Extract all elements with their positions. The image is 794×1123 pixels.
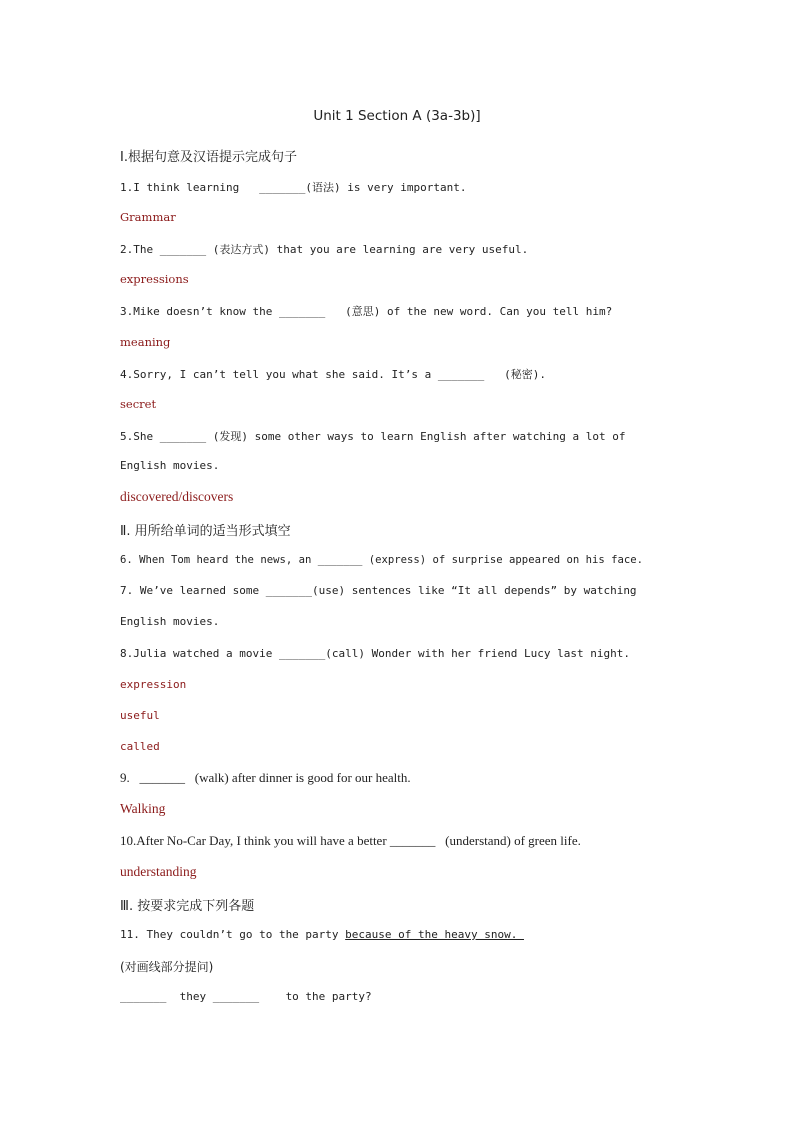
page-title: Unit 1 Section A (3a-3b)]	[313, 108, 481, 124]
answer-7: useful	[120, 709, 160, 722]
section-1-heading: Ⅰ.根据句意及汉语提示完成句子	[120, 150, 297, 165]
answer-10: understanding	[120, 864, 197, 879]
question-4: 4.Sorry, I can’t tell you what she said. It’s a _______ (秘密).	[120, 368, 546, 381]
answer-2: expressions	[120, 272, 189, 286]
question-7-line-1: 7. We’ve learned some _______(use) sentences like “It all depends” by watching	[120, 584, 637, 597]
answer-1: Grammar	[120, 210, 176, 224]
answer-9: Walking	[120, 801, 166, 816]
answer-6: expression	[120, 678, 187, 691]
section-3-heading: Ⅲ. 按要求完成下列各题	[120, 899, 255, 914]
question-11	[120, 928, 524, 941]
answer-4: secret	[120, 397, 157, 411]
question-11-underlined: because of the heavy snow.	[345, 928, 524, 941]
question-10: 10.After No-Car Day, I think you will have a better _______ (understand) of green life.	[120, 833, 581, 848]
section-2-heading: Ⅱ. 用所给单词的适当形式填空	[120, 524, 291, 539]
question-6: 6. When Tom heard the news, an _______ (express) of surprise appeared on his face.	[120, 554, 643, 566]
question-5-line-2: English movies.	[120, 459, 220, 472]
answer-8: called	[120, 740, 160, 753]
answer-3: meaning	[120, 335, 171, 349]
question-7-line-2: English movies.	[120, 615, 220, 628]
question-11-blanks: _______ they _______ to the party?	[120, 990, 372, 1003]
answer-5: discovered/discovers	[120, 489, 234, 504]
question-1: 1.I think learning _______(语法) is very important.	[120, 181, 467, 194]
question-2: 2.The _______ (表达方式) that you are learning are very useful.	[120, 243, 529, 256]
question-3: 3.Mike doesn’t know the _______ (意思) of the new word. Can you tell him?	[120, 305, 613, 318]
question-11-instruction: (对画线部分提问)	[120, 960, 214, 974]
question-9: 9. _______ (walk) after dinner is good for our health.	[120, 770, 411, 785]
question-5-line-1: 5.She _______ (发现) some other ways to learn English after watching a lot of	[120, 430, 626, 443]
question-8: 8.Julia watched a movie _______(call) Wonder with her friend Lucy last night.	[120, 647, 630, 660]
question-11-prefix: 11. They couldn’t go to the party	[120, 928, 346, 941]
